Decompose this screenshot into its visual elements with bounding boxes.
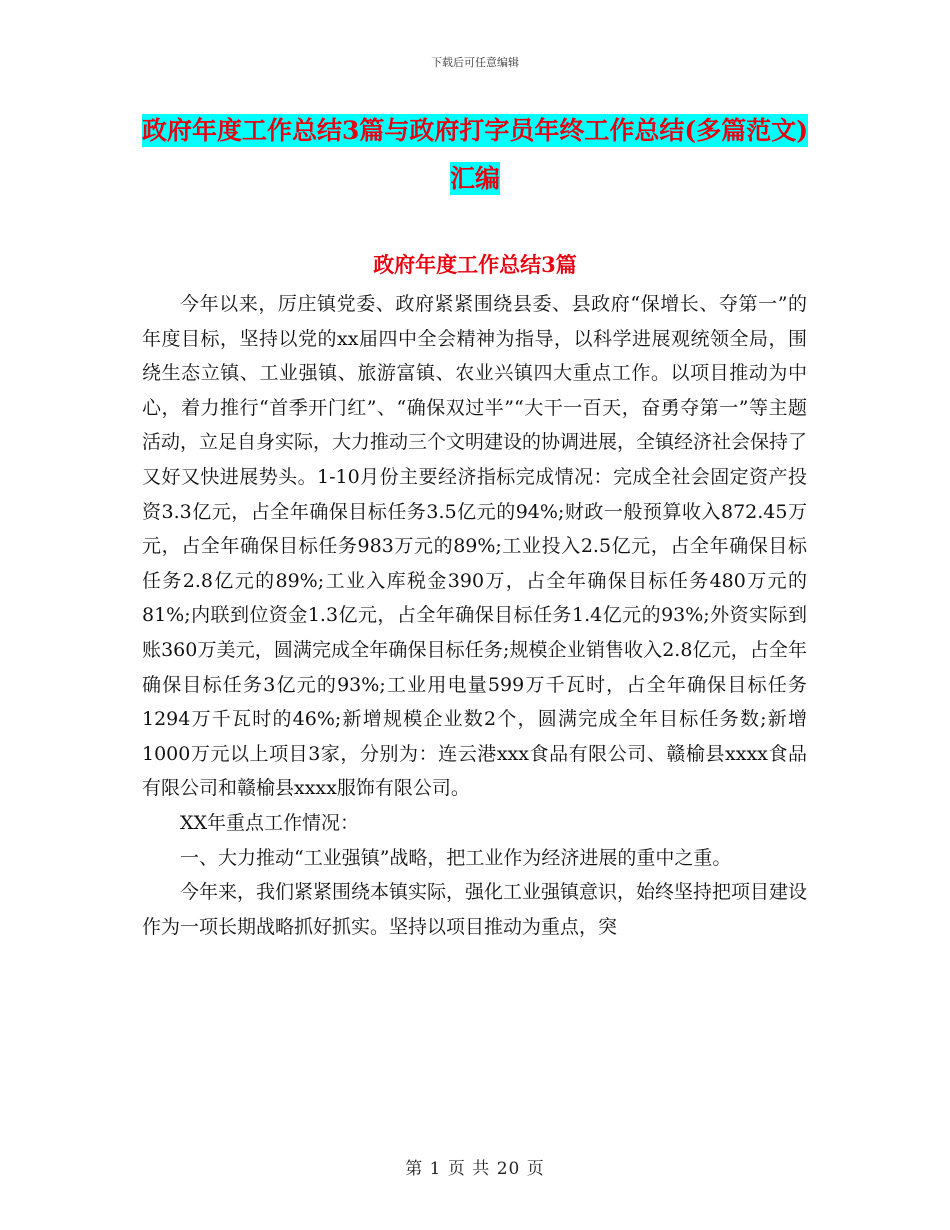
paragraph: 今年来，我们紧紧围绕本镇实际，强化工业强镇意识，始终坚持把项目建设作为一项长期战略抓好抓实。坚持以项目推动为重点，突 [142,881,808,938]
document-title [130,107,820,203]
paragraph: 今年以来，厉庄镇党委、政府紧紧围绕县委、县政府“保增长、夺第一”的年度目标，坚持以党的xx届四中全会精神为指导，以科学进展观统领全局，围绕生态立镇、工业强镇、旅游富镇、农业兴镇四大重点工作。以项目推动为中心，着力推行“首季开门红”、“确保双过半”“大干一百天，奋勇夺第一”等主题活动，立足自身实际，大力推动三个文明建设的协调进展，全镇经济社会保持了又好又快进展势头。1-10月份主要经济指标完成情况：完成全社会固定资产投资3.3亿元，占全年确保目标任务3.5亿元的94%;财政一般预算收入872.45万元，占全年确保目标任务983万元的89%;工业投入2.5亿元，占全年确保目标任务2.8亿元的89%;工业入库税金390万，占全年确保目标任务480万元的81%;内联到位资金1.3亿元，占全年确保目标任务1.4亿元的93%;外资实际到账360万美元，圆满完成全年确保目标任务;规模企业销售收入2.8亿元，占全年确保目标任务3亿元的93%;工业用电量599万千瓦时，占全年确保目标任务1294万千瓦时的46%;新增规模企业数2个，圆满完成全年目标任务数;新增1000万元以上项目3家，分别为：连云港xxx食品有限公司、赣榆县xxxx食品有限公司和赣榆县xxxx服饰有限公司。 [142,293,808,800]
page-header-note: 下载后可任意编辑 [431,56,519,69]
page-number: 第 1 页 共 20 页 [405,1159,545,1179]
document-body [142,287,807,944]
document-title-text: 政府年度工作总结3篇与政府打字员年终工作总结(多篇范文)汇编 [141,116,809,193]
paragraph: XX年重点工作情况： [180,811,360,834]
paragraph: 一、大力推动“工业强镇”战略，把工业作为经济进展的重中之重。 [180,846,732,869]
section-title: 政府年度工作总结3篇 [373,252,577,277]
